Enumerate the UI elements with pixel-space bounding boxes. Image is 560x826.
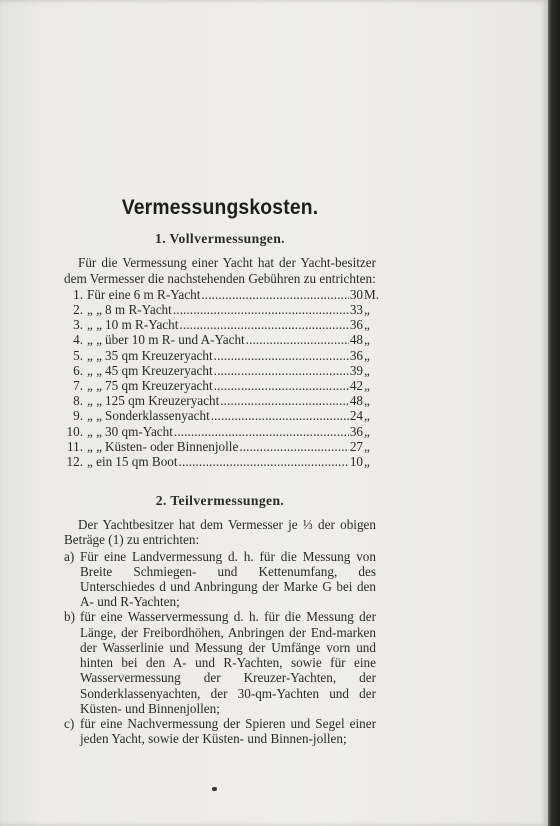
fee-row: [64, 408, 376, 423]
fee-row: [64, 332, 376, 347]
dot-leader: [214, 348, 349, 363]
fee-row: [64, 348, 376, 363]
book-edge: [548, 0, 560, 826]
list-item: [64, 716, 376, 746]
fee-description: 15 qm Boot: [115, 453, 178, 469]
fee-unit: „: [364, 347, 370, 363]
list-item: [64, 549, 376, 610]
section-intro-vollvermessungen: Für die Vermessung einer Yacht hat der Yacht-besitzer dem Vermesser die nachstehenden Gebühren zu entrichten:: [64, 255, 376, 286]
fee-number: 4.: [73, 332, 83, 348]
page-ornament: [212, 787, 217, 791]
fee-unit: „: [364, 438, 370, 454]
fee-row: [64, 439, 376, 454]
page-content: [64, 196, 380, 747]
fee-description: Sonderklassenyacht: [105, 408, 210, 424]
fee-value: 42: [349, 377, 363, 393]
fee-prefix: „ „: [87, 332, 103, 348]
fee-value: 48: [349, 332, 363, 348]
fee-number: 1.: [73, 286, 83, 302]
section-heading-teilvermessungen: 2. Teilvermessungen.: [155, 493, 285, 509]
list-item-label: a): [64, 548, 75, 564]
fee-value: 36: [349, 317, 363, 333]
fee-row: [64, 317, 376, 332]
fee-prefix: „ „: [87, 317, 103, 333]
dot-leader: [174, 424, 349, 439]
item-list: [64, 549, 376, 747]
dot-leader: [179, 454, 349, 469]
section-teilvermessungen: [64, 493, 376, 746]
fee-row: [64, 302, 376, 317]
fee-number: 3.: [73, 317, 83, 333]
list-item-text: für eine Wasservermessung d. h. für die Messung der Länge, der Freibordhöhen, Anbringen der End-marken der Wasserlinie und Messung der Umfänge vorn und hinten bei den A- und R-Yachten, sowie für eine Wasservermessung der Kreuzer-Yachten, der Sonderklassenyachten, der 30-qm-Yachten und der Küsten- und Binnenjollen;: [80, 609, 376, 716]
dot-leader: [211, 408, 349, 423]
section-intro-teilvermessungen: Der Yachtbesitzer hat dem Vermesser je ⅓ der obigen Beträge (1) zu entrichten:: [64, 517, 376, 548]
fee-row: [64, 393, 376, 408]
fee-unit: „: [364, 317, 370, 333]
fee-description: 6 m R-Yacht: [133, 286, 201, 302]
fee-unit: „: [364, 393, 370, 409]
fee-row: [64, 378, 376, 393]
fee-prefix: „ „: [87, 347, 103, 363]
fee-prefix: „ „: [87, 362, 103, 378]
fee-prefix: Für eine: [87, 286, 131, 302]
dot-leader: [179, 317, 348, 332]
page-title: Vermessungskosten.: [121, 196, 319, 219]
fee-value: 36: [349, 423, 363, 439]
section-heading-vollvermessungen: 1. Vollvermessungen.: [155, 231, 285, 247]
fee-number: 7.: [73, 377, 83, 393]
fee-unit: „: [364, 302, 370, 317]
fee-prefix: „ ein: [87, 453, 113, 469]
fee-unit: M.: [364, 286, 380, 302]
fee-number: 5.: [73, 347, 83, 363]
fee-row: [64, 286, 380, 302]
fee-value: 24: [349, 408, 363, 424]
fee-prefix: „ „: [87, 438, 103, 454]
fee-unit: „: [364, 377, 370, 393]
fee-prefix: „ „: [87, 408, 103, 424]
fee-description: 8 m R-Yacht: [105, 302, 172, 317]
list-item-label: b): [64, 609, 75, 625]
fee-description: 45 qm Kreuzeryacht: [105, 362, 213, 378]
fee-unit: „: [364, 423, 370, 439]
fee-prefix: „ „: [87, 423, 103, 439]
fee-value: 39: [349, 362, 363, 378]
fee-number: 6.: [73, 362, 83, 378]
list-item-text: Für eine Landvermessung d. h. für die Messung von Breite Schmiegen- und Kettenumfang, des Unterschiedes d und Anbringung der Marke G bei den A- und R-Yachten;: [80, 548, 376, 610]
fee-number: 12.: [66, 453, 83, 469]
fee-unit: „: [364, 332, 370, 348]
fee-value: 33: [349, 302, 363, 317]
fee-row: [64, 424, 376, 439]
fee-value: 36: [349, 347, 363, 363]
fee-description: 125 qm Kreuzeryacht: [105, 393, 220, 409]
fee-description: 75 qm Kreuzeryacht: [105, 377, 213, 393]
fee-prefix: „ „: [87, 393, 103, 409]
fee-unit: „: [364, 408, 370, 424]
fee-description: über 10 m R- und A-Yacht: [105, 332, 245, 348]
dot-leader: [173, 302, 349, 317]
fee-value: 10: [349, 453, 363, 469]
fee-description: Küsten- oder Binnenjolle: [105, 438, 239, 454]
fee-number: 11.: [67, 438, 83, 454]
list-item-text: für eine Nachvermessung der Spieren und Segel einer jeden Yacht, sowie der Küsten- und Binnen-jollen;: [80, 715, 376, 747]
fee-description: 35 qm Kreuzeryacht: [105, 347, 213, 363]
fee-value: 30: [349, 286, 363, 302]
fee-number: 9.: [73, 408, 83, 424]
fee-list: [64, 286, 380, 469]
fee-number: 2.: [73, 302, 83, 317]
dot-leader: [239, 439, 348, 454]
fee-value: 48: [349, 393, 363, 409]
dot-leader: [201, 287, 348, 302]
dot-leader: [214, 363, 349, 378]
dot-leader: [214, 378, 349, 393]
fee-prefix: „ „: [87, 302, 103, 317]
fee-unit: „: [364, 362, 370, 378]
dot-leader: [220, 393, 349, 408]
list-item-label: c): [64, 715, 75, 731]
fee-row: [64, 363, 376, 378]
fee-unit: „: [364, 453, 370, 469]
fee-number: 8.: [73, 393, 83, 409]
fee-description: 30 qm-Yacht: [105, 423, 173, 439]
dot-leader: [246, 332, 349, 347]
fee-value: 27: [349, 438, 363, 454]
fee-description: 10 m R-Yacht: [105, 317, 179, 333]
list-item: [64, 609, 376, 715]
fee-number: 10.: [66, 423, 83, 439]
fee-row: [64, 454, 376, 469]
fee-prefix: „ „: [87, 377, 103, 393]
